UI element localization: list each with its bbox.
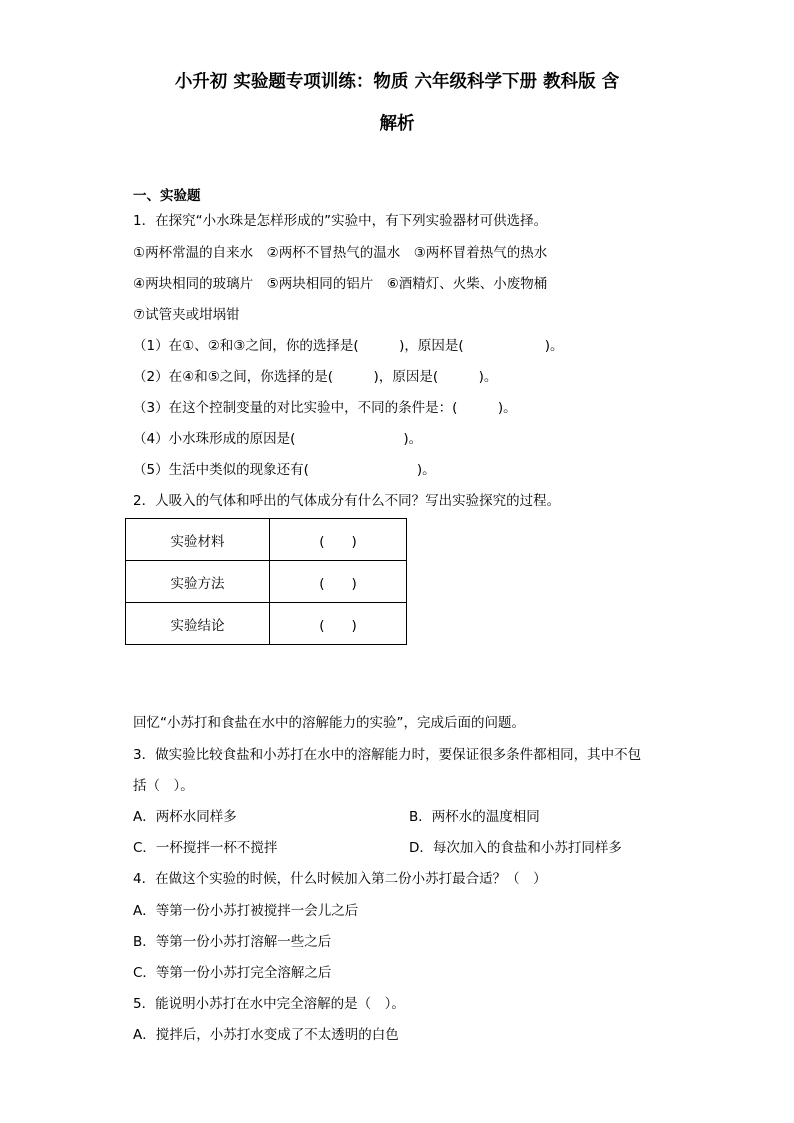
table-row xyxy=(126,519,407,561)
question-4-stem: 4．在做这个实验的时候，什么时候加入第二份小苏打最合适？（ ） xyxy=(133,871,547,887)
question-4-option-c: C．等第一份小苏打完全溶解之后 xyxy=(133,965,332,981)
question-1-sub-3: （3）在这个控制变量的对比实验中，不同的条件是：( )。 xyxy=(133,400,517,416)
recall-instruction: 回忆“小苏打和食盐在水中的溶解能力的实验”，完成后面的问题。 xyxy=(133,715,525,731)
question-5-stem: 5．能说明小苏打在水中完全溶解的是（ ）。 xyxy=(133,996,405,1012)
document-title-line-2: 解析 xyxy=(379,114,415,134)
question-4-option-b: B．等第一份小苏打溶解一些之后 xyxy=(133,934,332,950)
question-1-materials-2: ④两块相同的玻璃片 ⑤两块相同的铝片 ⑥酒精灯、火柴、小废物桶 xyxy=(133,276,548,292)
question-4-option-a: A．等第一份小苏打被搅拌一会儿之后 xyxy=(133,903,359,919)
document-title-line-1: 小升初 实验题专项训练：物质 六年级科学下册 教科版 含 xyxy=(174,72,620,92)
question-3-stem-line-2: 括（ ）。 xyxy=(133,778,194,794)
question-1-sub-2: （2）在④和⑤之间，你选择的是( )，原因是( )。 xyxy=(133,369,498,385)
question-3-stem-line-1: 3．做实验比较食盐和小苏打在水中的溶解能力时，要保证很多条件都相同，其中不包 xyxy=(133,747,642,763)
section-heading: 一、实验题 xyxy=(133,188,201,204)
question-1-stem: 1．在探究“小水珠是怎样形成的”实验中，有下列实验器材可供选择。 xyxy=(133,213,548,229)
question-3-option-a: A．两杯水同样多 xyxy=(133,809,237,825)
table-cell-answer: ( ) xyxy=(270,603,407,645)
question-2-stem: 2．人吸入的气体和呼出的气体成分有什么不同？写出实验探究的过程。 xyxy=(133,493,561,509)
question-1-materials-3: ⑦试管夹或坩埚钳 xyxy=(133,307,240,323)
table-cell-answer: ( ) xyxy=(270,561,407,603)
table-row xyxy=(126,561,407,603)
table-cell-label: 实验结论 xyxy=(126,603,270,645)
question-1-sub-1: （1）在①、②和③之间，你的选择是( )，原因是( )。 xyxy=(133,338,564,354)
table-cell-answer: ( ) xyxy=(270,519,407,561)
question-1-materials-1: ①两杯常温的自来水 ②两杯不冒热气的温水 ③两杯冒着热气的热水 xyxy=(133,245,548,261)
table-cell-label: 实验材料 xyxy=(126,519,270,561)
question-3-option-b: B．两杯水的温度相同 xyxy=(409,809,540,825)
question-3-option-d: D．每次加入的食盐和小苏打同样多 xyxy=(409,840,622,856)
question-1-sub-4: （4）小水珠形成的原因是( )。 xyxy=(133,431,423,447)
question-1-sub-5: （5）生活中类似的现象还有( )。 xyxy=(133,462,436,478)
table-row xyxy=(126,603,407,645)
question-3-option-c: C．一杯搅拌一杯不搅拌 xyxy=(133,840,278,856)
question-5-option-a: A．搅拌后，小苏打水变成了不太透明的白色 xyxy=(133,1027,399,1043)
table-cell-label: 实验方法 xyxy=(126,561,270,603)
experiment-table xyxy=(125,518,407,645)
